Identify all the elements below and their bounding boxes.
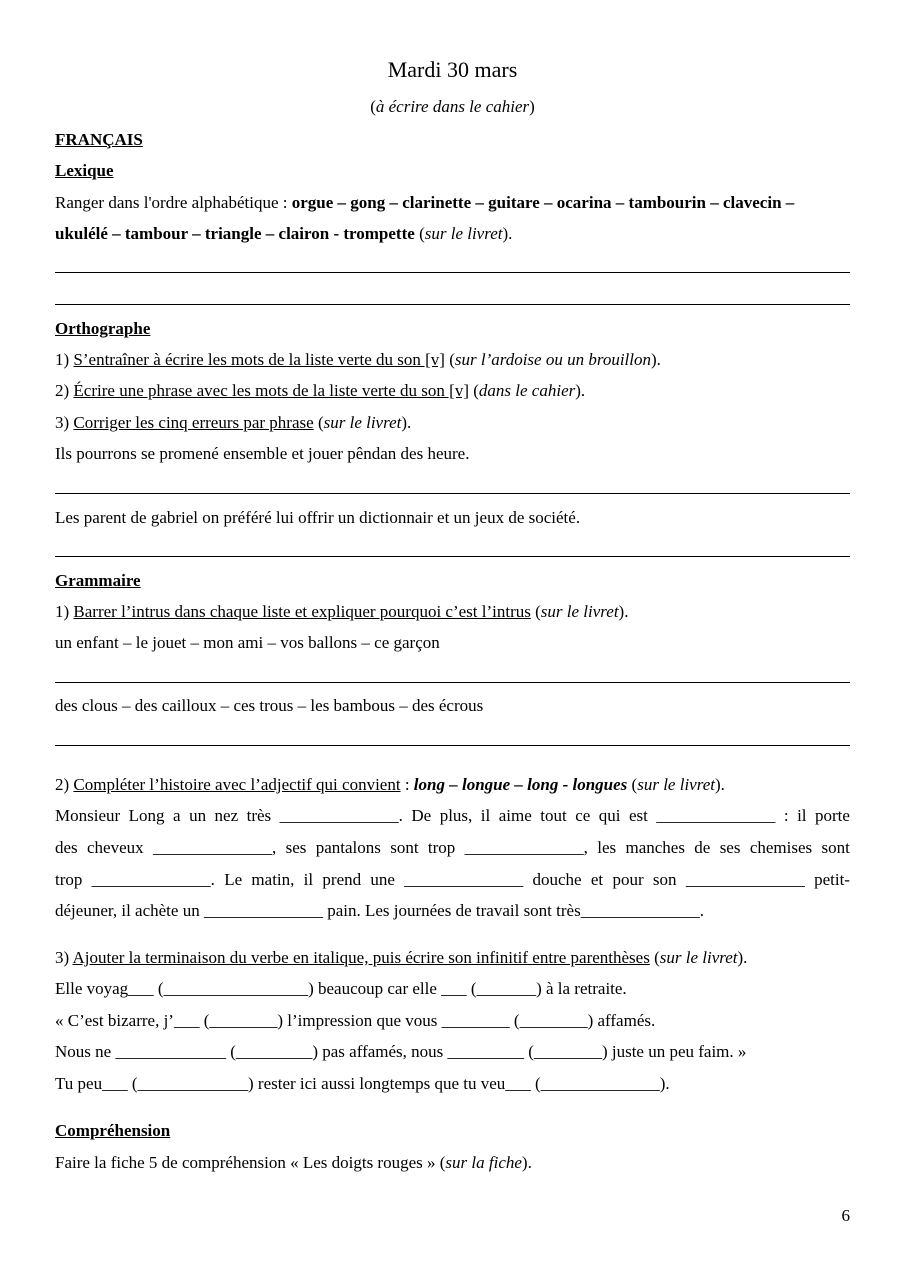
orthographe-heading: Orthographe [55, 319, 151, 338]
orthographe-task-3: 3) Corriger les cinq erreurs par phrase (sur le livret). [55, 413, 412, 432]
story-word: des [55, 838, 78, 857]
story-word: trop [55, 870, 83, 889]
page-subtitle: (à écrire dans le cahier) [370, 97, 535, 116]
story-word: porte [815, 806, 850, 825]
answer-line [55, 304, 850, 305]
worksheet-page [55, 0, 850, 1280]
page-title: Mardi 30 mars [387, 57, 518, 82]
story-word: ______________. [91, 870, 215, 889]
answer-line [55, 682, 850, 683]
story-word: son [652, 870, 677, 889]
page-number: 6 [841, 1206, 850, 1225]
story-word: prend [322, 870, 362, 889]
story-line [55, 838, 850, 858]
story-word: les [597, 838, 617, 857]
story-word: trop [427, 838, 456, 857]
story-word: très [246, 806, 272, 825]
answer-line [55, 745, 850, 746]
story-word: ce [575, 806, 591, 825]
story-word: aime [498, 806, 532, 825]
comprehension-heading: Compréhension [55, 1121, 171, 1140]
story-word: qui [598, 806, 621, 825]
story-word: manches [625, 838, 685, 857]
story-word: ______________ [656, 806, 776, 825]
answer-line [55, 556, 850, 557]
lexique-words: ukulélé – tambour – triangle – clairon - trompette (sur le livret). [55, 224, 513, 243]
conjugation-line: Nous ne _____________ (_________) pas affamés, nous _________ (________) juste un peu faim. » [55, 1042, 747, 1061]
story-word: nez [214, 806, 239, 825]
grammaire-task-3: 3) Ajouter la terminaison du verbe en italique, puis écrire son infinitif entre parenthèses (sur le livret). [55, 948, 748, 967]
word-list: des clous – des cailloux – ces trous – les bambous – des écrous [55, 696, 484, 715]
story-word: ______________. [279, 806, 403, 825]
story-word: Long [128, 806, 165, 825]
error-sentence: Les parent de gabriel on préféré lui offrir un dictionnair et un jeux de société. [55, 508, 581, 527]
grammaire-task-1: 1) Barrer l’intrus dans chaque liste et expliquer pourquoi c’est l’intrus (sur le livret). [55, 602, 629, 621]
grammaire-heading: Grammaire [55, 571, 141, 590]
story-word: De [411, 806, 432, 825]
story-word: douche [532, 870, 582, 889]
story-word: est [628, 806, 648, 825]
grammaire-task-2: 2) Compléter l’histoire avec l’adjectif qui convient : long – longue – long - longues (sur le livret). [55, 775, 725, 794]
answer-line [55, 493, 850, 494]
lexique-instruction: Ranger dans l'ordre alphabétique : orgue – gong – clarinette – guitare – ocarina – tambourin – clavecin – [55, 193, 795, 212]
story-word: chemises [749, 838, 813, 857]
lexique-heading: Lexique [55, 161, 114, 180]
story-word: petit- [814, 870, 850, 889]
story-word: il [797, 806, 807, 825]
story-word: ______________ [404, 870, 524, 889]
story-word: pantalons [315, 838, 381, 857]
story-word: cheveux [87, 838, 144, 857]
story-word: ______________, [153, 838, 277, 857]
story-word: Le [224, 870, 243, 889]
story-word: sont [390, 838, 419, 857]
story-word: il [480, 806, 491, 825]
conjugation-line: Elle voyag___ (_________________) beaucoup car elle ___ (_______) à la retraite. [55, 979, 627, 998]
story-word: tout [540, 806, 567, 825]
story-word: plus, [439, 806, 473, 825]
story-word: de [694, 838, 711, 857]
conjugation-line: « C’est bizarre, j’___ (________) l’impression que vous ________ (________) affamés. [55, 1011, 656, 1030]
story-word: il [303, 870, 314, 889]
story-word: ______________ [685, 870, 805, 889]
story-word: et [590, 870, 604, 889]
subject-heading: FRANÇAIS [55, 130, 143, 149]
story-word: ses [285, 838, 307, 857]
story-word: Monsieur [55, 806, 121, 825]
story-word: ______________, [464, 838, 588, 857]
story-word: ses [719, 838, 741, 857]
story-line [55, 870, 850, 890]
story-word: un [189, 806, 207, 825]
story-line [55, 806, 850, 826]
story-word: matin, [251, 870, 295, 889]
error-sentence: Ils pourrons se promené ensemble et jouer pêndan des heure. [55, 444, 470, 463]
orthographe-task-2: 2) Écrire une phrase avec les mots de la liste verte du son [v] (dans le cahier). [55, 381, 586, 400]
story-line: déjeuner, il achète un ______________ pain. Les journées de travail sont très______________. [55, 901, 704, 920]
story-word: une [370, 870, 395, 889]
conjugation-line: Tu peu___ (_____________) rester ici aussi longtemps que tu veu___ (______________). [55, 1074, 670, 1093]
word-list: un enfant – le jouet – mon ami – vos ballons – ce garçon [55, 633, 440, 652]
orthographe-task-1: 1) S’entraîner à écrire les mots de la liste verte du son [v] (sur l’ardoise ou un brouillon). [55, 350, 661, 369]
story-word: pour [612, 870, 644, 889]
comprehension-task: Faire la fiche 5 de compréhension « Les doigts rouges » (sur la fiche). [55, 1153, 532, 1172]
answer-line [55, 272, 850, 273]
story-word: sont [821, 838, 850, 857]
story-word: : [783, 806, 789, 825]
story-word: a [173, 806, 181, 825]
